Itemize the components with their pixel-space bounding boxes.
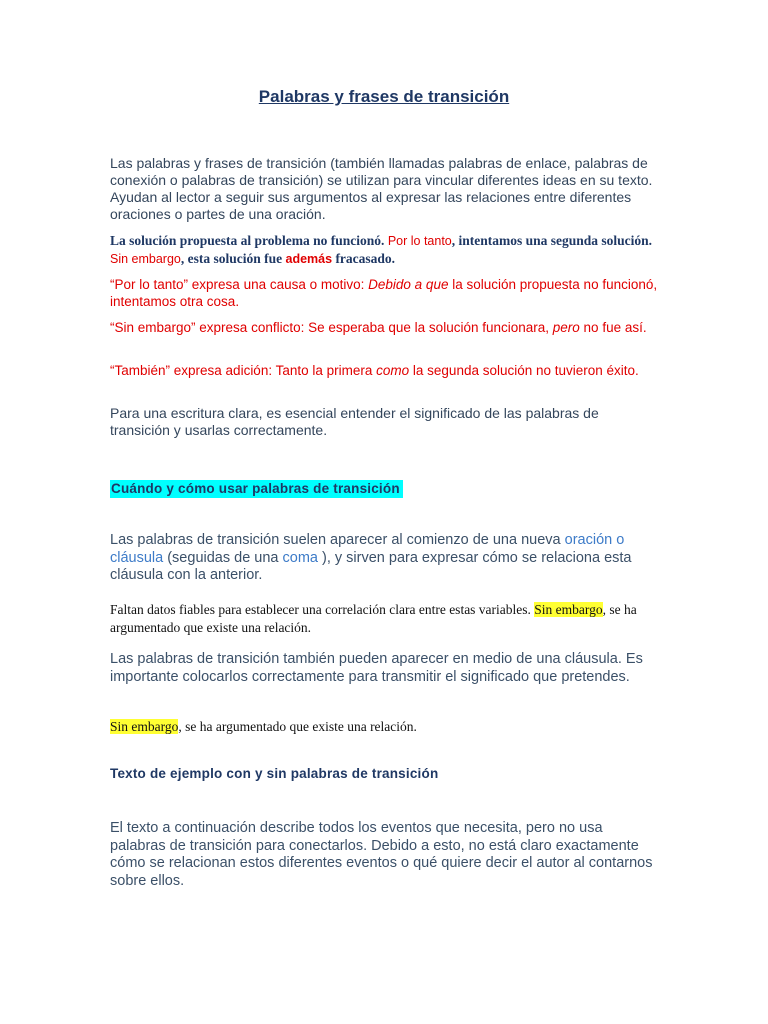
example-paragraph-1 xyxy=(110,232,660,268)
section1-paragraph-1 xyxy=(110,532,660,585)
page-title: Palabras y frases de transición xyxy=(258,87,510,106)
explanation-text: no fue así. xyxy=(579,320,647,335)
example1-text: , esta solución fue xyxy=(180,251,286,266)
keyword-por-lo-tanto: Por lo tanto xyxy=(387,234,452,248)
intro-paragraph: Las palabras y frases de transición (también llamadas palabras de enlace, palabras de conexión o palabras de transición) se utilizan para vincular diferentes ideas en su texto. Ayudan al lector a seguir sus argumentos al expresar las relaciones entre diferentes oraciones o partes de una oración. xyxy=(110,155,653,222)
explanation-tambien xyxy=(110,362,660,379)
keyword-sin-embargo: Sin embargo xyxy=(110,252,181,266)
explanation-text: “Sin embargo” expresa conflicto: Se esperaba que la solución funcionara, xyxy=(110,320,553,335)
explanation-emphasis: como xyxy=(376,363,410,378)
highlight-sin-embargo: Sin embargo xyxy=(534,602,603,617)
section-heading-ejemplo: Texto de ejemplo con y sin palabras de transición xyxy=(110,766,439,781)
explanation-text: “Por lo tanto” expresa una causa o motivo: xyxy=(110,277,369,292)
example2-text: Faltan datos fiables para establecer una correlación clara entre estas variables. xyxy=(110,602,535,617)
highlight-sin-embargo: Sin embargo xyxy=(110,719,179,734)
section1-text: Las palabras de transición suelen aparecer al comienzo de una nueva xyxy=(110,532,565,548)
section1-heading-text: Cuándo y cómo usar palabras de transición xyxy=(110,480,403,498)
section1-text: (seguidas de una xyxy=(163,549,283,566)
section1-paragraph-2: Las palabras de transición también pueden aparecer en medio de una cláusula. Es importante colocarlos correctamente para transmitir el significado que pretendes. xyxy=(110,651,643,685)
example3-text: , se ha argumentado que existe una relación. xyxy=(178,719,417,734)
explanation-text: “También” expresa adición: Tanto la primera xyxy=(110,363,377,378)
example1-text: , intentamos una segunda solución. xyxy=(451,233,653,248)
explanation-text: la solución propuesta no funcionó, intentamos otra cosa. xyxy=(110,277,658,309)
example-paragraph-3 xyxy=(110,718,660,736)
example2-text: , se ha argumentado que existe una relación. xyxy=(110,602,637,635)
closing-paragraph: Para una escritura clara, es esencial entender el significado de las palabras de transición y usarlas correctamente. xyxy=(110,405,599,438)
section-heading-cuando xyxy=(110,480,660,498)
explanation-text: la segunda solución no tuvieron éxito. xyxy=(409,363,639,378)
example1-text: fracasado. xyxy=(332,251,396,266)
explanation-sin-embargo xyxy=(110,319,660,336)
link-coma[interactable]: coma xyxy=(282,549,318,566)
section1-text: ), y sirven para expresar cómo se relaciona esta cláusula con la anterior. xyxy=(110,549,632,583)
explanation-por-lo-tanto xyxy=(110,276,660,310)
keyword-ademas: además xyxy=(285,252,333,266)
explanation-emphasis: pero xyxy=(552,320,580,335)
example1-text: La solución propuesta al problema no funcionó. xyxy=(110,233,388,248)
section2-paragraph-1: El texto a continuación describe todos los eventos que necesita, pero no usa palabras de transición para conectarlos. Debido a esto, no está claro exactamente cómo se relacionan estos diferentes eventos o qué quiere decir el autor al contarnos sobre ellos. xyxy=(110,820,653,889)
explanation-emphasis: Debido a que xyxy=(368,277,449,292)
link-oracion-clausula[interactable]: oración o cláusula xyxy=(110,532,625,566)
example-paragraph-2 xyxy=(110,601,660,637)
